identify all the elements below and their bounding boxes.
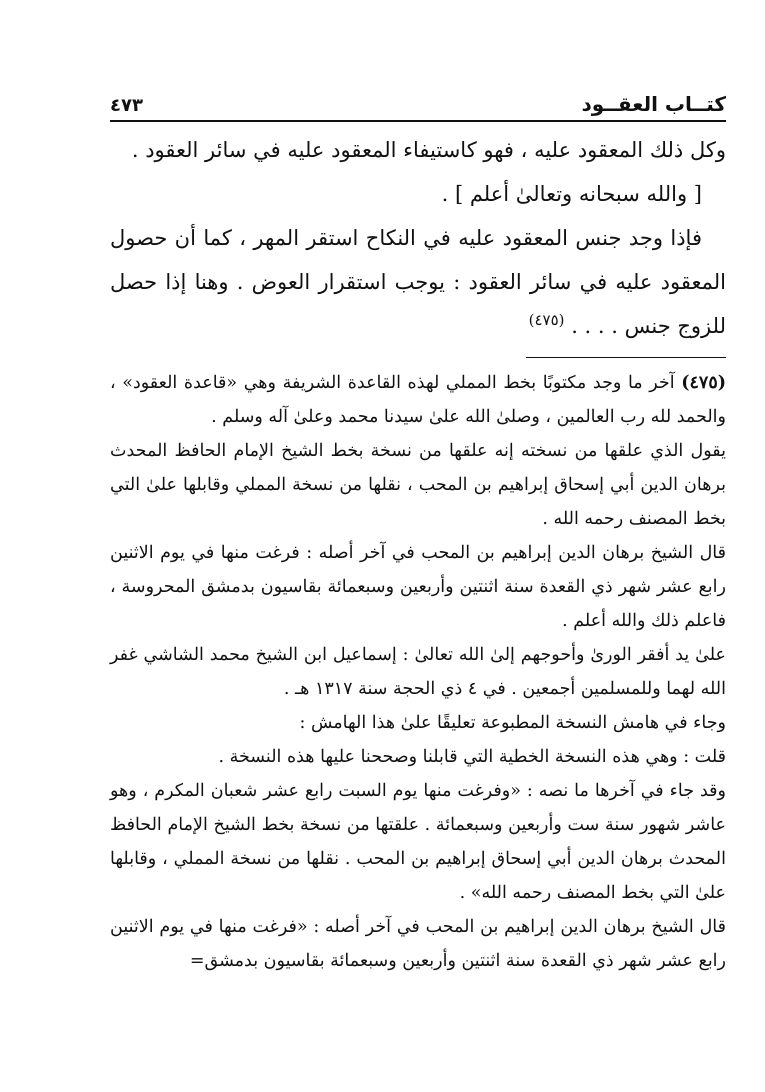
footnote-text: آخر ما وجد مكتوبًا بخط المملي لهذه القاعدة الشريفة وهي «قاعدة العقود» ، والحمد لله رب العالمين ، وصلىٰ الله علىٰ سيدنا محمد وعلىٰ آله وسلم . <box>110 373 726 427</box>
footnote-separator <box>526 357 726 358</box>
footnote <box>110 366 726 978</box>
book-title: كتــاب العقــود <box>581 92 726 116</box>
footnote-line: علىٰ يد أفقر الورىٰ وأحوجهم إلىٰ الله تعالىٰ : إسماعيل ابن الشيخ محمد الشاشي غفر الله لهما وللمسلمين أجمعين . في ٤ ذي الحجة سنة ١٣١٧ هـ . <box>110 645 726 699</box>
footnote-line: قلت : وهي هذه النسخة الخطية التي قابلنا وصححنا عليها هذه النسخة . <box>218 747 726 767</box>
main-paragraph-text: فإذا وجد جنس المعقود عليه في النكاح استقر المهر ، كما أن حصول المعقود عليه في سائر العقود : يوجب استقرار العوض . وهنا إذا حصل للزوج جنس . . . . <box>110 226 726 338</box>
page-number: ٤٧٣ <box>110 95 143 116</box>
footnote-line <box>110 366 726 434</box>
main-paragraph: [ والله سبحانه وتعالىٰ أعلم ] . <box>441 182 702 206</box>
main-text <box>110 128 726 348</box>
footnote-reference: (٤٧٥) <box>528 311 565 329</box>
footnote-line: قال الشيخ برهان الدين إبراهيم بن المحب في آخر أصله : فرغت منها في يوم الاثنين رابع عشر شهر ذي القعدة سنة اثنتين وأربعين وسبعمائة بقاسيون بدمشق المحروسة ، فاعلم ذلك والله أعلم . <box>110 543 726 631</box>
main-paragraph <box>110 216 726 348</box>
footnote-line: وجاء في هامش النسخة المطبوعة تعليقًا علىٰ هذا الهامش : <box>299 713 726 733</box>
footnote-number: (٤٧٥) <box>681 373 726 393</box>
page-header <box>110 86 726 122</box>
footnote-line: قال الشيخ برهان الدين إبراهيم بن المحب في آخر أصله : «فرغت منها في يوم الاثنين رابع عشر شهر ذي القعدة سنة اثنتين وأربعين وسبعمائة بقاسيون بدمشق= <box>110 917 726 971</box>
footnote-line: يقول الذي علقها من نسخته إنه علقها من نسخة بخط الشيخ الإمام الحافظ المحدث برهان الدين أبي إسحاق إبراهيم بن المحب ، نقلها من نسخة المملي وقابلها علىٰ التي بخط المصنف رحمه الله . <box>110 441 726 529</box>
footnote-line: وقد جاء في آخرها ما نصه : «وفرغت منها يوم السبت رابع عشر شعبان المكرم ، وهو عاشر شهور سنة ست وأربعين وسبعمائة . علقتها من نسخة بخط الشيخ الإمام الحافظ المحدث برهان الدين أبي إسحاق إبراهيم بن المحب . نقلها من نسخة المملي ، وقابلها علىٰ التي بخط المصنف رحمه الله» . <box>110 781 726 903</box>
main-paragraph: وكل ذلك المعقود عليه ، فهو كاستيفاء المعقود عليه في سائر العقود . <box>131 138 726 162</box>
